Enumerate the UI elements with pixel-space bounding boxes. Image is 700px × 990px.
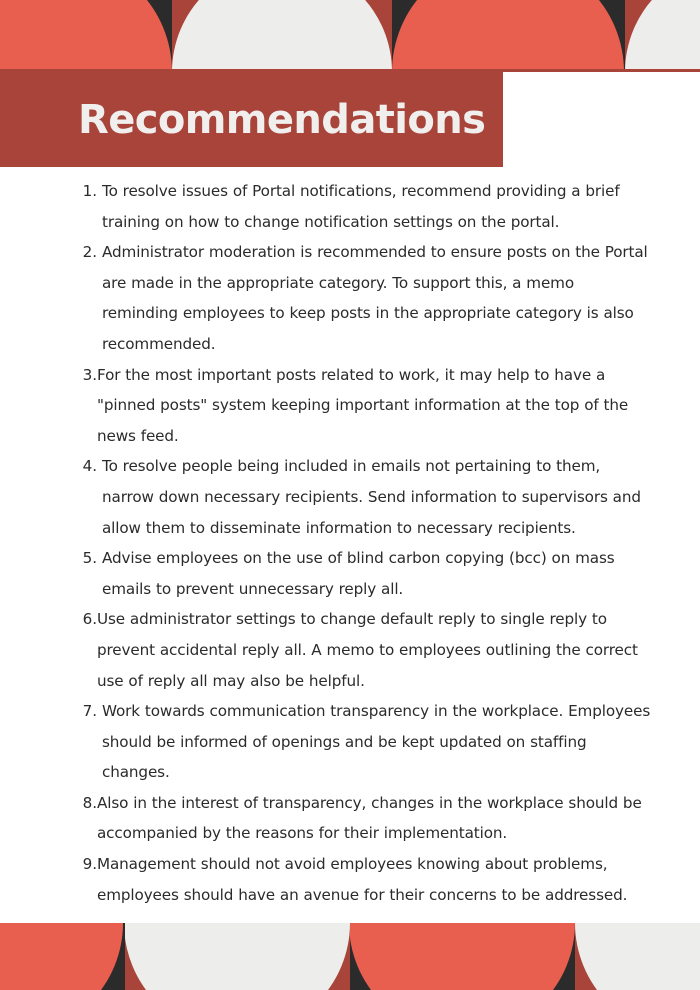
list-item: [0, 360, 700, 452]
list-item-text: Work towards communication transparency in the workplace. Employees should be informed of openings and be kept updated on staffing changes.: [102, 702, 651, 782]
list-item-text: Use administrator settings to change default reply to single reply to prevent accidental reply all. A memo to employees outlining the correct use of reply all may also be helpful.: [97, 610, 638, 690]
top-tile-1-semicircle: [172, 0, 392, 72]
bottom-decorative-band: [0, 923, 700, 990]
list-item: [0, 788, 700, 849]
list-item: [0, 451, 700, 543]
list-item-text: For the most important posts related to work, it may help to have a "pinned posts" system keeping important information at the top of the news feed.: [97, 365, 629, 445]
bottom-tile-1-semicircle: [124, 923, 350, 990]
bottom-pattern-svg: [0, 923, 700, 990]
list-item-number: 6.: [82, 610, 97, 629]
title-banner: [0, 72, 503, 167]
bottom-tile-2-semicircle: [349, 923, 575, 990]
list-item: [0, 696, 700, 788]
list-item-number: 4.: [82, 457, 97, 476]
list-item: [0, 237, 700, 359]
list-item-number: 3.: [82, 365, 97, 384]
bottom-tile-0-semicircle: [0, 923, 123, 990]
top-tile-0-semicircle: [0, 0, 172, 72]
list-item-number: 9.: [82, 855, 97, 874]
list-item-number: 1.: [82, 182, 97, 200]
page-title: Recommendations: [78, 96, 486, 143]
list-item: [0, 849, 700, 910]
list-item-text: To resolve issues of Portal notifications, recommend providing a brief training on how to change notification settings on the portal.: [102, 182, 620, 231]
recommendations-list: [0, 176, 700, 910]
list-item-text: Also in the interest of transparency, changes in the workplace should be accompanied by the reasons for their implementation.: [97, 793, 642, 843]
top-pattern-svg: [0, 0, 700, 72]
top-decorative-band: [0, 0, 700, 72]
list-item: [0, 543, 700, 604]
list-item: [0, 604, 700, 696]
top-tile-2-semicircle: [392, 0, 624, 72]
list-item-number: 2.: [82, 243, 97, 262]
list-item-text: Advise employees on the use of blind carbon copying (bcc) on mass emails to prevent unnecessary reply all.: [102, 549, 615, 598]
list-item-number: 8.: [82, 793, 97, 812]
list-item-text: To resolve people being included in emails not pertaining to them, narrow down necessary recipients. Send information to supervisors and allow them to disseminate information to necessary recipients.: [102, 457, 641, 537]
list-item: [0, 176, 700, 237]
list-item-number: 5.: [82, 549, 97, 568]
list-item-text: Management should not avoid employees knowing about problems, employees should have an avenue for their concerns to be addressed.: [97, 855, 628, 904]
list-item-text: Administrator moderation is recommended to ensure posts on the Portal are made in the appropriate category. To support this, a memo reminding employees to keep posts in the appropriate category is also recommended.: [102, 243, 648, 353]
list-item-number: 7.: [82, 702, 97, 721]
bottom-tile-3-semicircle: [575, 923, 700, 990]
